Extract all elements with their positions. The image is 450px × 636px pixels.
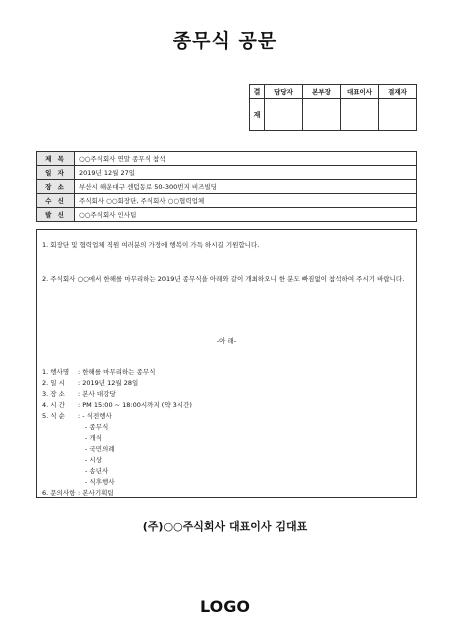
page-title: 종무식 공문 — [172, 30, 278, 52]
list-item-key: 6. 문의사항 — [42, 489, 76, 497]
list-item-key: 5. 식 순 — [42, 412, 65, 420]
issuer-signature-line: (주)○○주식회사 대표이사 김대표 — [142, 520, 308, 533]
list-item-key: 3. 장 소 — [42, 390, 65, 398]
list-item — [42, 378, 192, 389]
info-row — [37, 194, 417, 208]
approval-col-2: 본부장 — [303, 85, 341, 99]
list-item — [42, 488, 192, 499]
paragraph-2: 2. 주식회사 ○○에서 한해를 마무리하는 2019년 종무식을 아래와 같이 개최하오니 한 분도 빠짐없이 참석하여 주시기 바랍니다. — [42, 275, 405, 283]
company-logo: LOGO — [200, 597, 250, 616]
info-row — [37, 166, 417, 180]
paragraph-1: 1. 회장단 및 협력업체 직원 여러분의 가정에 행복이 가득 하시길 기원합니다. — [42, 241, 260, 249]
program-sub-item: - 개식 — [85, 434, 102, 442]
approval-col-4: 결재자 — [379, 85, 417, 99]
program-sub-item: - 국민의례 — [85, 445, 115, 453]
approval-col-1: 담당자 — [265, 85, 303, 99]
list-item — [42, 400, 192, 411]
list-item-value: : 본사기획팀 — [78, 489, 114, 497]
body-content-box — [36, 229, 417, 498]
approval-sign-box[interactable] — [341, 99, 379, 131]
notice-center-mark: -아 래- — [216, 337, 237, 345]
list-item-value: : 본사 대강당 — [78, 390, 116, 398]
approval-sign-box[interactable] — [379, 99, 417, 131]
list-item — [42, 367, 192, 378]
list-item — [42, 389, 192, 400]
approval-side-label-2: 재 — [250, 99, 265, 131]
approval-table — [249, 84, 417, 131]
info-value: 2019년 12월 27일 — [75, 166, 417, 180]
list-item-key: 1. 행사명 — [42, 368, 70, 376]
info-value: ○○주식회사 인사팀 — [75, 208, 417, 222]
list-item-key: 2. 일 시 — [42, 379, 65, 387]
approval-sign-box[interactable] — [303, 99, 341, 131]
list-item-value: : 2019년 12월 28일 — [78, 379, 139, 387]
list-item — [42, 411, 192, 422]
program-sub-item: - 식후행사 — [85, 478, 115, 486]
info-label: 수 신 — [37, 194, 75, 208]
info-table — [36, 151, 417, 222]
info-label: 일 자 — [37, 166, 75, 180]
program-sub-item: - 송년사 — [85, 467, 109, 475]
approval-side-label-1: 결 — [250, 85, 265, 99]
info-value: 주식회사 ○○회장단, 주식회사 ○○협력업체 — [75, 194, 417, 208]
info-label: 장 소 — [37, 180, 75, 194]
info-label: 제 목 — [37, 152, 75, 166]
approval-col-3: 대표이사 — [341, 85, 379, 99]
info-value: 부산시 해운대구 센텀동로 50-300번지 비즈빌딩 — [75, 180, 417, 194]
info-row — [37, 180, 417, 194]
info-row — [37, 208, 417, 222]
approval-sign-box[interactable] — [265, 99, 303, 131]
program-sub-item: - 종무식 — [85, 423, 109, 431]
info-value: ○○주식회사 연말 종무식 참석 — [75, 152, 417, 166]
details-list — [42, 367, 192, 499]
list-item-value: : - 식전행사 — [78, 412, 112, 420]
list-item-value: : PM 15:00 ~ 18:00시까지 (약 3시간) — [78, 401, 192, 409]
list-item-value: : 한해를 마무리하는 종무식 — [78, 368, 156, 376]
program-sub-item: - 시상 — [85, 456, 102, 464]
info-row — [37, 152, 417, 166]
info-label: 발 신 — [37, 208, 75, 222]
list-item-key: 4. 시 간 — [42, 401, 65, 409]
